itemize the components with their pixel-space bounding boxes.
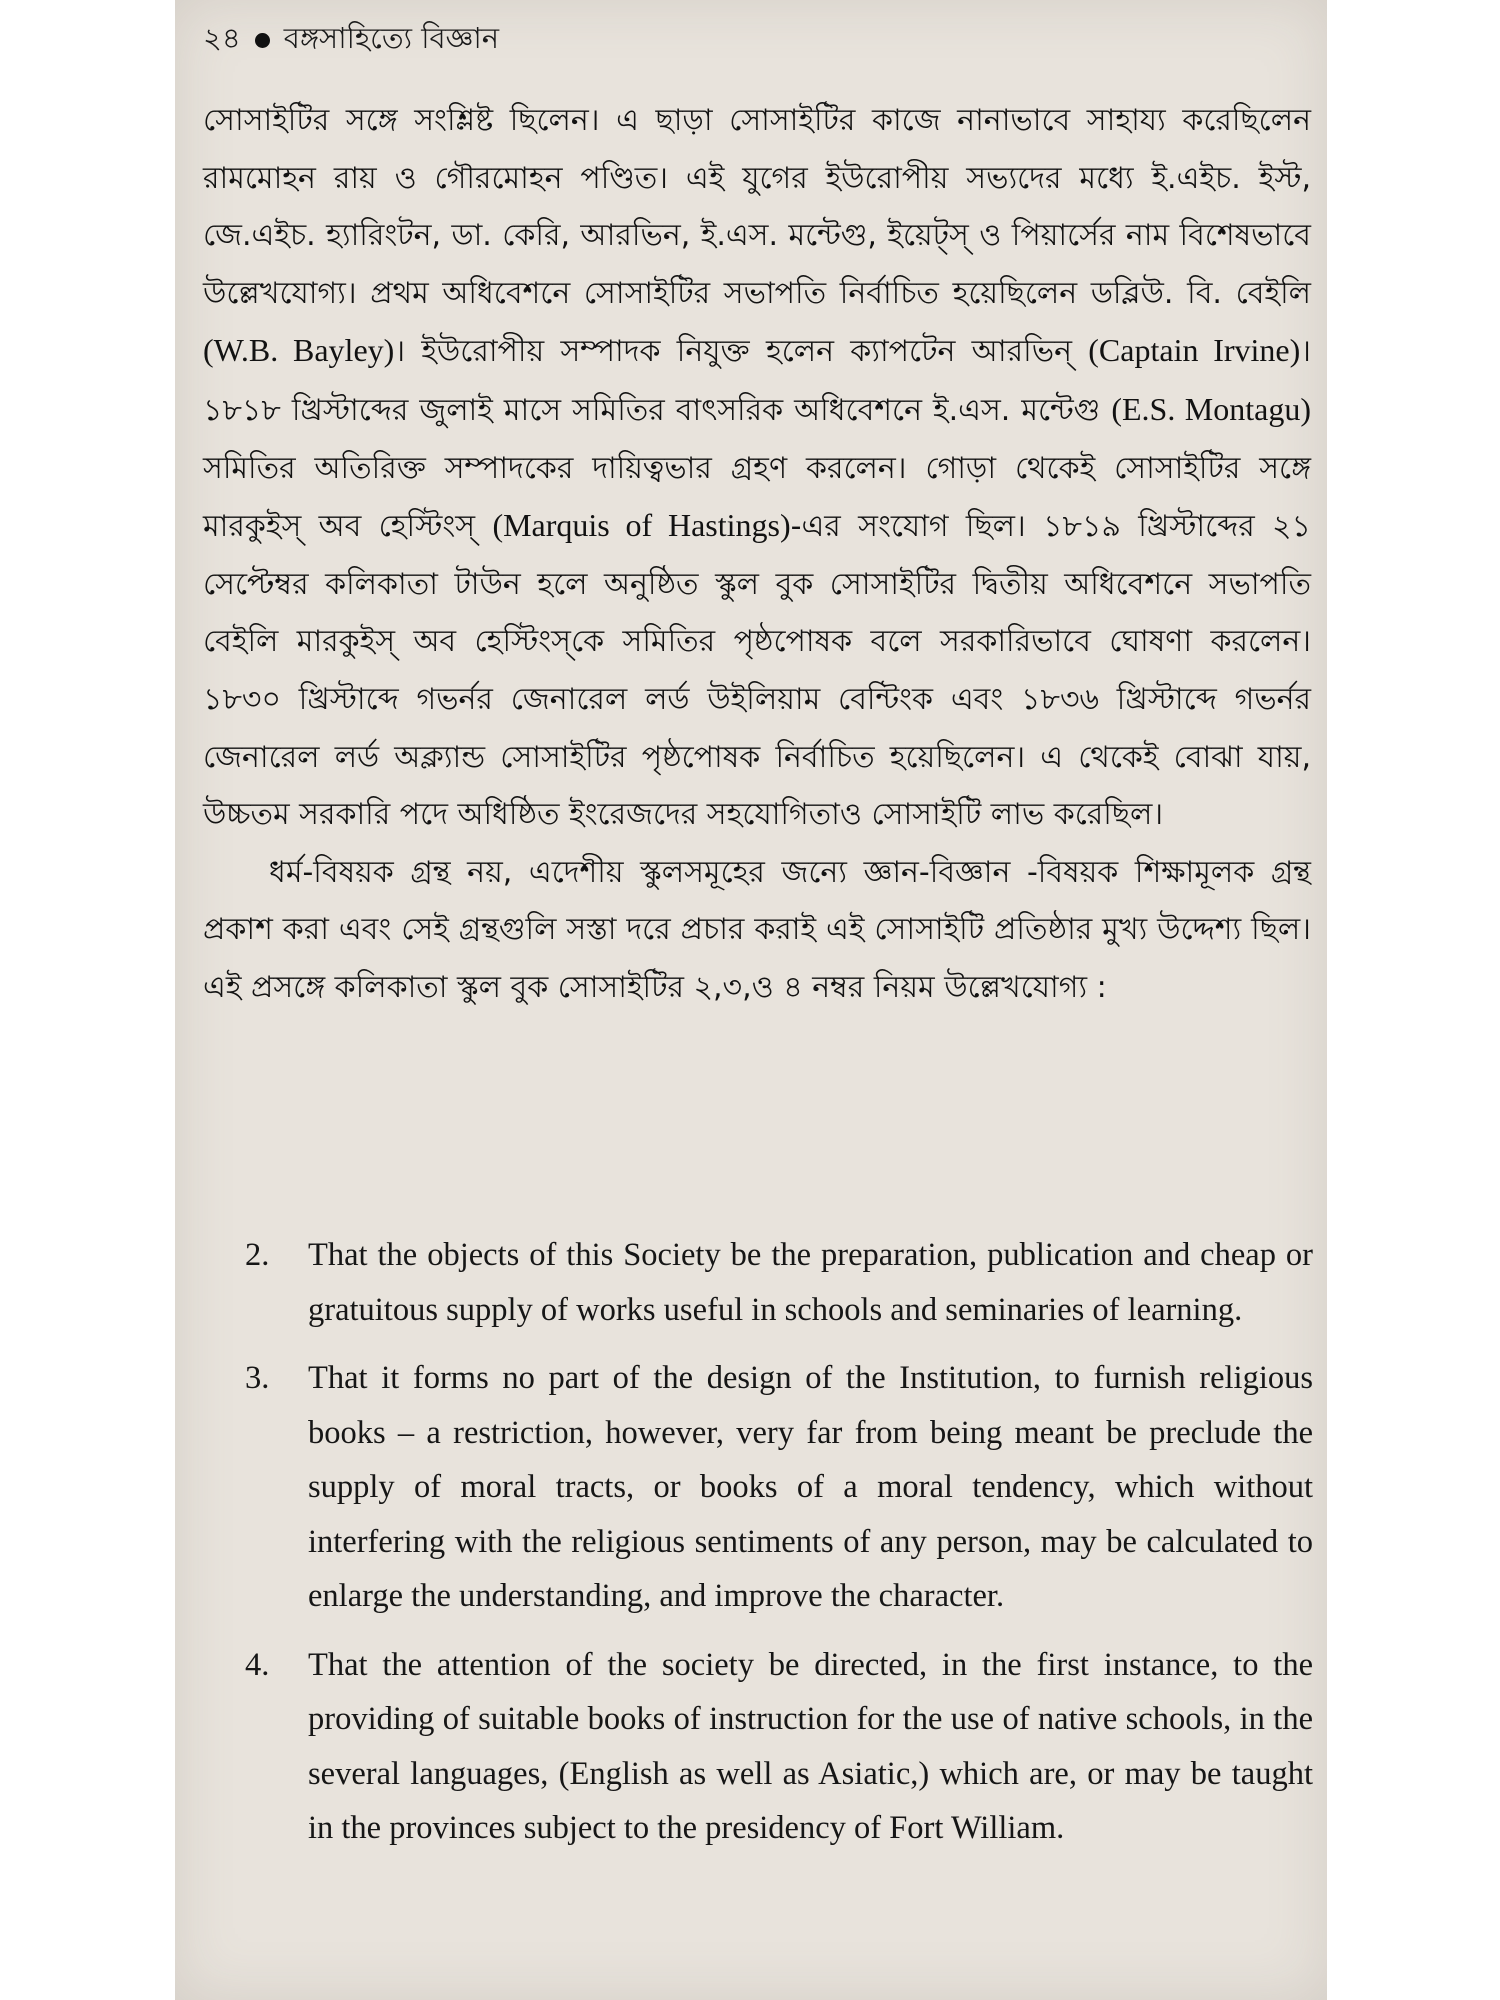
page-number: ২৪ <box>203 21 241 55</box>
rule-text: That the attention of the society be directed, in the first instance, to the providing of suitable books of instruction for the use of native schools, in the several languages, (English as well as Asiatic,) which are, or may be taught in the provinces subject to the presidency of Fort William. <box>308 1646 1313 1846</box>
paragraph-1-part-e: । ১৮১৮ খ্রিস্টাব্দের জুলাই মাসে সমিতির বাৎসরিক অধিবেশনে ই.এস. মন্টেগু <box>203 334 1311 428</box>
paragraph-1-part-i: -এর সংযোগ ছিল। ১৮১৯ খ্রিস্টাব্দের ২১ সেপ্টেম্বর কলিকাতা টাউন হলে অনুষ্ঠিত স্কুল বুক সোসাইটির দ্বিতীয় অধিবেশনে সভাপতি বেইলি মারকুইস্‌ অব হেস্টিংস্‌কে সমিতির পৃষ্ঠপোষক বলে সরকারিভাবে ঘোষণা করলেন। ১৮৩০ খ্রিস্টাব্দে গভর্নর জেনারেল লর্ড উইলিয়াম বেন্টিংক এবং ১৮৩৬ খ্রিস্টাব্দে গভর্নর জেনারেল লর্ড অক্ল্যান্ড সোসাইটির পৃষ্ঠপোষক নির্বাচিত হয়েছিলেন। এ থেকেই বোঝা যায়, উচ্চতম সরকারি পদে অধিষ্ঠিত ইংরেজদের সহযোগিতাও সোসাইটি লাভ করেছিল। <box>203 509 1312 833</box>
rule-text: That the objects of this Society be the preparation, publication and cheap or gratuitous supply of works useful in schools and seminaries of learning. <box>308 1237 1313 1328</box>
rule-text: That it forms no part of the design of the Institution, to furnish religious books – a restriction, however, very far from being meant be preclude the supply of moral tracts, or books of a moral tendency, which without interfering with the religious sentiments of any person, may be calculated to enlarge the understanding, and improve the character. <box>308 1360 1313 1614</box>
rule-number: 2. <box>245 1237 270 1273</box>
rules-list <box>245 1228 1313 1870</box>
running-head <box>203 16 499 65</box>
rule-item <box>245 1351 1313 1624</box>
english-name-montagu: (E.S. Montagu) <box>1111 390 1312 427</box>
paragraph-1-part-g: সমিতির অতিরিক্ত সম্পাদকের দায়িত্বভার গ্রহণ করলেন। গোড়া থেকেই সোসাইটির সঙ্গে মারকুইস্‌ অব হেস্টিংস্‌ <box>203 450 1311 545</box>
paragraph-2: ধর্ম-বিষয়ক গ্রন্থ নয়, এদেশীয় স্কুলসমূহের জন্যে জ্ঞান-বিজ্ঞান -বিষয়ক শিক্ষামূলক গ্রন্থ প্রকাশ করা এবং সেই গ্রন্থগুলি সস্তা দরে প্রচার করাই এই সোসাইটি প্রতিষ্ঠার মুখ্য উদ্দেশ্য ছিল। এই প্রসঙ্গে কলিকাতা স্কুল বুক সোসাইটির ২,৩,ও ৪ নম্বর নিয়ম উল্লেখযোগ্য : <box>203 854 1311 1005</box>
paragraph-1-part-c: । ইউরোপীয় সম্পাদক নিযুক্ত হলেন ক্যাপটেন আরভিন্‌ <box>394 334 1072 370</box>
rule-item <box>245 1228 1313 1337</box>
rule-item <box>245 1638 1313 1856</box>
bengali-text-block <box>203 92 1311 1017</box>
rule-number: 3. <box>245 1360 270 1396</box>
paragraph-1-part-a: সোসাইটির সঙ্গে সংশ্লিষ্ট ছিলেন। এ ছাড়া সোসাইটির কাজে নানাভাবে সাহায্য করেছিলেন রামমোহন রায় ও গৌরমোহন পণ্ডিত। এই যুগের ইউরোপীয় সভ্যদের মধ্যে ই.এইচ. ইস্ট, জে.এইচ. হ্যারিংটন, ডা. কেরি, আরভিন, ই.এস. মন্টেগু, ইয়েট্স্‌ ও পিয়ার্সের নাম বিশেষভাবে উল্লেখযোগ্য। প্রথম অধিবেশনে সোসাইটির সভাপতি নির্বাচিত হয়েছিলেন ডব্লিউ. বি. বেইলি <box>203 103 1311 311</box>
english-name-bayley: (W.B. Bayley) <box>203 332 395 369</box>
rule-number: 4. <box>245 1646 270 1683</box>
english-name-hastings: (Marquis of Hastings) <box>492 507 791 544</box>
book-page <box>175 0 1327 2000</box>
bullet-dot-icon <box>255 33 270 48</box>
english-name-irvine: (Captain Irvine) <box>1088 332 1301 369</box>
book-title: বঙ্গসাহিত্যে বিজ্ঞান <box>283 21 500 55</box>
paragraph-1 <box>203 92 1311 844</box>
